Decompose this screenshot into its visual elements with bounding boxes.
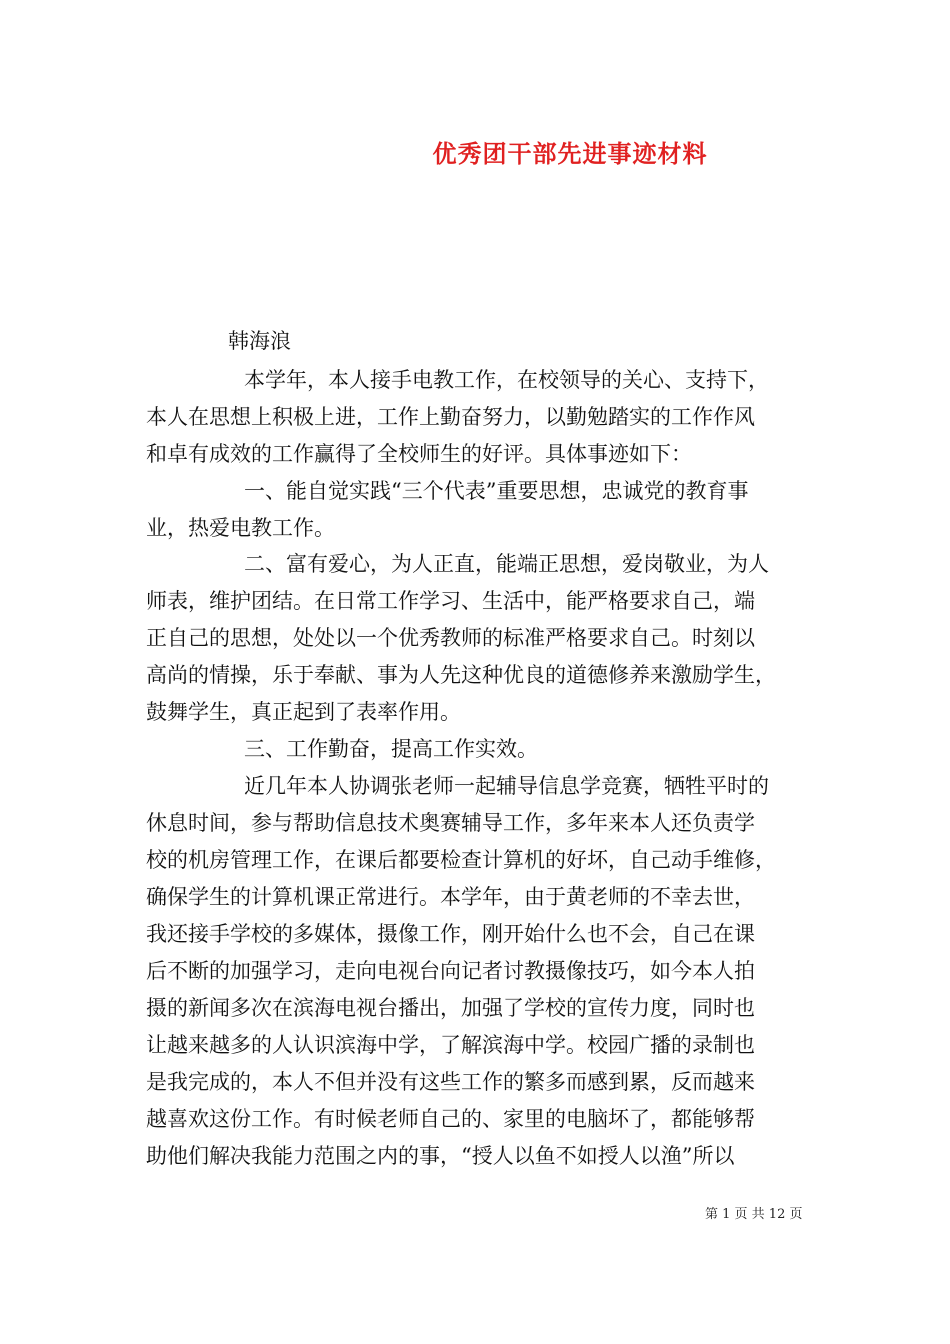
body-line: 高尚的情操，乐于奉献、事为人先这种优良的道德修养来激励学生， (146, 663, 776, 687)
body-line: 休息时间，参与帮助信息技术奥赛辅导工作，多年来本人还负责学 (146, 811, 755, 835)
body-line: 师表，维护团结。在日常工作学习、生活中，能严格要求自己，端 (146, 589, 755, 613)
body-line: 鼓舞学生，真正起到了表率作用。 (146, 700, 461, 724)
body-line: 正自己的思想，处处以一个优秀教师的标准严格要求自己。时刻以 (146, 626, 755, 650)
body-line: 三、工作勤奋，提高工作实效。 (244, 737, 538, 761)
page-number: 第 1 页 共 12 页 (705, 1207, 803, 1222)
body-line: 和卓有成效的工作赢得了全校师生的好评。具体事迹如下： (146, 442, 692, 466)
author-name: 韩海浪 (228, 329, 291, 353)
body-line: 助他们解决我能力范围之内的事，“授人以鱼不如授人以渔”所以 (146, 1144, 735, 1168)
body-line: 近几年本人协调张老师一起辅导信息学竞赛，牺牲平时的 (244, 774, 769, 798)
body-line: 业，热爱电教工作。 (146, 516, 335, 540)
body-line: 摄的新闻多次在滨海电视台播出，加强了学校的宣传力度，同时也 (146, 996, 755, 1020)
body-line: 越喜欢这份工作。有时候老师自己的、家里的电脑坏了，都能够帮 (146, 1107, 755, 1131)
body-line: 确保学生的计算机课正常进行。本学年，由于黄老师的不幸去世， (146, 885, 755, 909)
body-line: 校的机房管理工作，在课后都要检查计算机的好坏，自己动手维修， (146, 848, 776, 872)
body-line: 后不断的加强学习，走向电视台向记者讨教摄像技巧，如今本人拍 (146, 959, 755, 983)
body-line: 我还接手学校的多媒体，摄像工作，刚开始什么也不会，自己在课 (146, 922, 755, 946)
body-line: 是我完成的，本人不但并没有这些工作的繁多而感到累，反而越来 (146, 1070, 755, 1094)
body-line: 一、能自觉实践“三个代表”重要思想，忠诚党的教育事 (244, 479, 749, 503)
body-line: 本学年，本人接手电教工作，在校领导的关心、支持下， (244, 368, 769, 392)
body-line: 二、富有爱心，为人正直，能端正思想，爱岗敬业，为人 (244, 552, 769, 576)
body-line: 本人在思想上积极上进，工作上勤奋努力，以勤勉踏实的工作作风 (146, 405, 755, 429)
document-title: 优秀团干部先进事迹材料 (432, 139, 708, 168)
body-line: 让越来越多的人认识滨海中学，了解滨海中学。校园广播的录制也 (146, 1033, 755, 1057)
